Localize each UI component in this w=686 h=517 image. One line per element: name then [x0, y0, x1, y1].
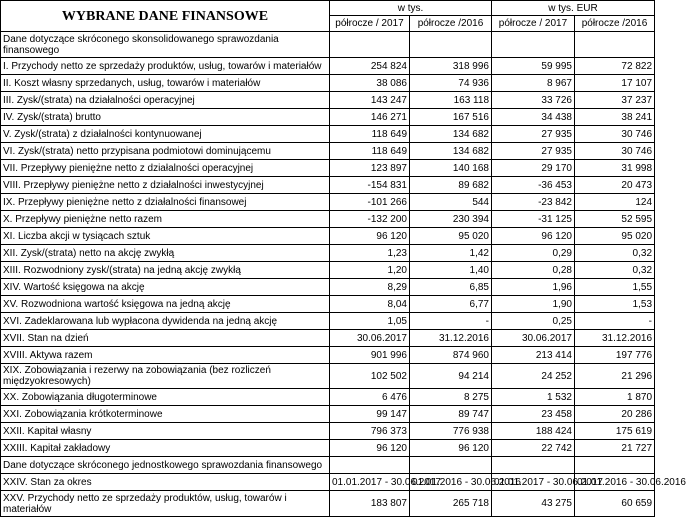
row-value: 20 473 [575, 177, 655, 194]
row-value: 24 252 [492, 364, 575, 389]
period-header: półrocze / 2017 [330, 16, 410, 32]
row-value: 1,55 [575, 279, 655, 296]
table-row [1, 228, 655, 245]
row-value: -23 842 [492, 194, 575, 211]
row-value: 8,29 [330, 279, 410, 296]
row-value: 31.12.2016 [410, 330, 492, 347]
row-value: 1,90 [492, 296, 575, 313]
table-row [1, 109, 655, 126]
table-row [1, 194, 655, 211]
row-value: 01.01.2017 - 30.06.2017 [330, 474, 410, 491]
row-value: 96 120 [492, 228, 575, 245]
row-value: 1,42 [410, 245, 492, 262]
row-label: XVII. Stan na dzień [1, 330, 330, 347]
row-value: 1,05 [330, 313, 410, 330]
table-row [1, 347, 655, 364]
row-value: 21 727 [575, 440, 655, 457]
row-value: 102 502 [330, 364, 410, 389]
row-value: 30.06.2017 [492, 330, 575, 347]
row-value: 140 168 [410, 160, 492, 177]
row-value: 1,20 [330, 262, 410, 279]
table-row [1, 126, 655, 143]
row-value: 254 824 [330, 58, 410, 75]
row-value: 175 619 [575, 423, 655, 440]
row-label: XXIV. Stan za okres [1, 474, 330, 491]
table-row [1, 75, 655, 92]
row-value: 89 747 [410, 406, 492, 423]
table-row [1, 279, 655, 296]
table-row [1, 491, 655, 517]
row-value: 17 107 [575, 75, 655, 92]
row-value: 134 682 [410, 143, 492, 160]
row-label: XII. Zysk/(strata) netto na akcję zwykłą [1, 245, 330, 262]
unit-eur: w tys. EUR [492, 1, 655, 16]
row-value: 6,85 [410, 279, 492, 296]
row-value: 30.06.2017 [330, 330, 410, 347]
table-row [1, 177, 655, 194]
row-value: 30 746 [575, 126, 655, 143]
row-value: 96 120 [330, 440, 410, 457]
row-value: 118 649 [330, 143, 410, 160]
row-value: 27 935 [492, 143, 575, 160]
row-value: 213 414 [492, 347, 575, 364]
row-value: 230 394 [410, 211, 492, 228]
row-value: 146 271 [330, 109, 410, 126]
row-value: 52 595 [575, 211, 655, 228]
row-value: 96 120 [410, 440, 492, 457]
period-header: półrocze / 2017 [492, 16, 575, 32]
row-value: -132 200 [330, 211, 410, 228]
row-value: -36 453 [492, 177, 575, 194]
row-value: 544 [410, 194, 492, 211]
row-label: XVIII. Aktywa razem [1, 347, 330, 364]
row-label: XIII. Rozwodniony zysk/(strata) na jedną akcję zwykłą [1, 262, 330, 279]
row-label: VII. Przepływy pieniężne netto z działalności operacyjnej [1, 160, 330, 177]
row-value: 1,96 [492, 279, 575, 296]
section-heading: Dane dotyczące skróconego skonsolidowanego sprawozdania finansowego [1, 32, 330, 58]
row-value: 265 718 [410, 491, 492, 517]
row-value: 134 682 [410, 126, 492, 143]
row-value: 95 020 [410, 228, 492, 245]
table-row [1, 389, 655, 406]
row-value: 1,40 [410, 262, 492, 279]
row-value: 318 996 [410, 58, 492, 75]
row-value: 94 214 [410, 364, 492, 389]
row-value: 01.01.2017 - 30.06.2017 [492, 474, 575, 491]
row-value: 197 776 [575, 347, 655, 364]
table-row [1, 160, 655, 177]
row-value: 776 938 [410, 423, 492, 440]
row-value: 99 147 [330, 406, 410, 423]
row-label: II. Koszt własny sprzedanych, usług, towarów i materiałów [1, 75, 330, 92]
table-row [1, 143, 655, 160]
row-label: I. Przychody netto ze sprzedaży produktów, usług, towarów i materiałów [1, 58, 330, 75]
row-value: 8,04 [330, 296, 410, 313]
row-value: 6,77 [410, 296, 492, 313]
row-value: 21 296 [575, 364, 655, 389]
row-value: 163 118 [410, 92, 492, 109]
row-label: XXII. Kapitał własny [1, 423, 330, 440]
row-value: 0,28 [492, 262, 575, 279]
table-row [1, 474, 655, 491]
row-value: 188 424 [492, 423, 575, 440]
row-value: 167 516 [410, 109, 492, 126]
row-value: 30 746 [575, 143, 655, 160]
section-heading: Dane dotyczące skróconego jednostkowego sprawozdania finansowego [1, 457, 330, 474]
row-label: IX. Przepływy pieniężne netto z działalności finansowej [1, 194, 330, 211]
row-value: 34 438 [492, 109, 575, 126]
row-value: -31 125 [492, 211, 575, 228]
row-label: III. Zysk/(strata) na działalności operacyjnej [1, 92, 330, 109]
row-value: 23 458 [492, 406, 575, 423]
row-value: 43 275 [492, 491, 575, 517]
row-label: V. Zysk/(strata) z działalności kontynuowanej [1, 126, 330, 143]
row-value: 1 532 [492, 389, 575, 406]
row-value: 31.12.2016 [575, 330, 655, 347]
table-row [1, 262, 655, 279]
row-value: 96 120 [330, 228, 410, 245]
row-value: 0,29 [492, 245, 575, 262]
unit-pln: w tys. [330, 1, 492, 16]
row-value: 796 373 [330, 423, 410, 440]
row-value: 72 822 [575, 58, 655, 75]
row-value: 95 020 [575, 228, 655, 245]
row-value: 59 995 [492, 58, 575, 75]
row-label: XXV. Przychody netto ze sprzedaży produktów, usług, towarów i materiałów [1, 491, 330, 517]
row-value: 0,25 [492, 313, 575, 330]
row-label: VI. Zysk/(strata) netto przypisana podmiotowi dominującemu [1, 143, 330, 160]
row-label: XXI. Zobowiązania krótkoterminowe [1, 406, 330, 423]
row-value: - [410, 313, 492, 330]
table-row [1, 313, 655, 330]
row-value: 123 897 [330, 160, 410, 177]
table-row [1, 58, 655, 75]
period-header: półrocze /2016 [410, 16, 492, 32]
row-value: 1,23 [330, 245, 410, 262]
row-value: 01.01.2016 - 30.06.2016 [575, 474, 655, 491]
row-label: IV. Zysk/(strata) brutto [1, 109, 330, 126]
row-value: 1 870 [575, 389, 655, 406]
row-value: 29 170 [492, 160, 575, 177]
row-label: X. Przepływy pieniężne netto razem [1, 211, 330, 228]
row-value: 901 996 [330, 347, 410, 364]
row-value: 74 936 [410, 75, 492, 92]
row-value: 118 649 [330, 126, 410, 143]
row-label: XIX. Zobowiązania i rezerwy na zobowiązania (bez rozliczeń międzyokresowych) [1, 364, 330, 389]
row-label: XX. Zobowiązania długoterminowe [1, 389, 330, 406]
table-row [1, 406, 655, 423]
period-header: półrocze /2016 [575, 16, 655, 32]
table-title: WYBRANE DANE FINANSOWE [1, 1, 330, 32]
row-value: 27 935 [492, 126, 575, 143]
row-value: 8 967 [492, 75, 575, 92]
row-value: 6 476 [330, 389, 410, 406]
row-value: 20 286 [575, 406, 655, 423]
row-value: 37 237 [575, 92, 655, 109]
row-label: XXIII. Kapitał zakładowy [1, 440, 330, 457]
row-value: 143 247 [330, 92, 410, 109]
table-row [1, 296, 655, 313]
row-value: 124 [575, 194, 655, 211]
table-row [1, 440, 655, 457]
row-value: 8 275 [410, 389, 492, 406]
row-value: 38 241 [575, 109, 655, 126]
table-row [1, 364, 655, 389]
row-value: 89 682 [410, 177, 492, 194]
table-row [1, 423, 655, 440]
row-value: 22 742 [492, 440, 575, 457]
row-label: XIV. Wartość księgowa na akcję [1, 279, 330, 296]
row-value: 874 960 [410, 347, 492, 364]
row-value: 01.01.2016 - 30.06.2016 [410, 474, 492, 491]
table-row [1, 330, 655, 347]
row-value: 0,32 [575, 262, 655, 279]
row-value: 31 998 [575, 160, 655, 177]
row-label: VIII. Przepływy pieniężne netto z działalności inwestycyjnej [1, 177, 330, 194]
row-value: 0,32 [575, 245, 655, 262]
row-value: 33 726 [492, 92, 575, 109]
row-value: 1,53 [575, 296, 655, 313]
row-value: 183 807 [330, 491, 410, 517]
row-value: 38 086 [330, 75, 410, 92]
table-row [1, 211, 655, 228]
row-label: XI. Liczba akcji w tysiącach sztuk [1, 228, 330, 245]
table-row [1, 245, 655, 262]
row-value: -101 266 [330, 194, 410, 211]
row-label: XVI. Zadeklarowana lub wypłacona dywidenda na jedną akcję [1, 313, 330, 330]
row-value: 60 659 [575, 491, 655, 517]
row-value: - [575, 313, 655, 330]
row-value: -154 831 [330, 177, 410, 194]
row-label: XV. Rozwodniona wartość księgowa na jedną akcję [1, 296, 330, 313]
table-row [1, 92, 655, 109]
